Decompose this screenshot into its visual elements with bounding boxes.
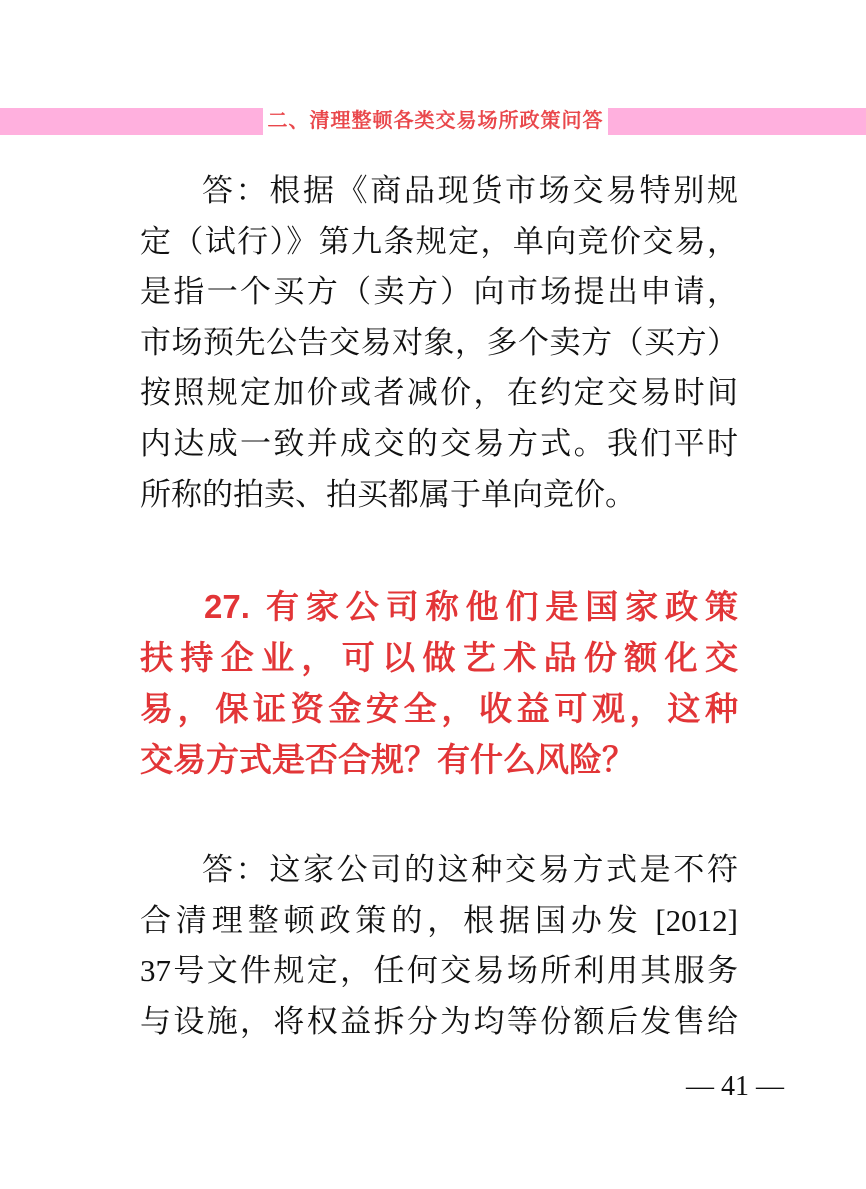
chapter-band-right [608, 108, 866, 135]
text-line: 市场预先公告交易对象，多个卖方（买方） [140, 324, 738, 360]
chapter-band-left [0, 108, 263, 135]
text-line: 按照规定加价或者减价，在约定交易时间 [140, 375, 738, 411]
question-27-heading [140, 581, 738, 785]
heading-line: 交易方式是否合规？有什么风险？ [140, 741, 635, 778]
text-line: 合清理整顿政策的，根据国办发 [2012] [140, 902, 738, 938]
answer-paragraph-27 [140, 845, 738, 1047]
heading-line: 易，保证资金安全，收益可观，这种 [140, 690, 738, 727]
text-line: 定（试行）》第九条规定，单向竞价交易， [140, 223, 738, 259]
text-line: 内达成一致并成交的交易方式。我们平时 [140, 425, 738, 461]
text-line: 是指一个买方（卖方）向市场提出申请， [140, 274, 738, 310]
text-line: 所称的拍卖、拍买都属于单向竞价。 [140, 476, 636, 512]
chapter-title: 二、清理整顿各类交易场所政策问答 [267, 110, 604, 132]
heading-line: 27. 有家公司称他们是国家政策 [204, 588, 738, 625]
heading-line: 扶持企业，可以做艺术品份额化交 [140, 639, 738, 676]
text-line: 与设施，将权益拆分为均等份额后发售给 [140, 1003, 738, 1039]
text-line: 答：根据《商品现货市场交易特别规 [202, 173, 738, 208]
text-line: 答：这家公司的这种交易方式是不符 [202, 852, 738, 887]
text-line: 37号文件规定，任何交易场所利用其服务 [140, 953, 738, 989]
answer-paragraph-26 [140, 166, 738, 520]
page-number: — 41 — [686, 1071, 784, 1102]
